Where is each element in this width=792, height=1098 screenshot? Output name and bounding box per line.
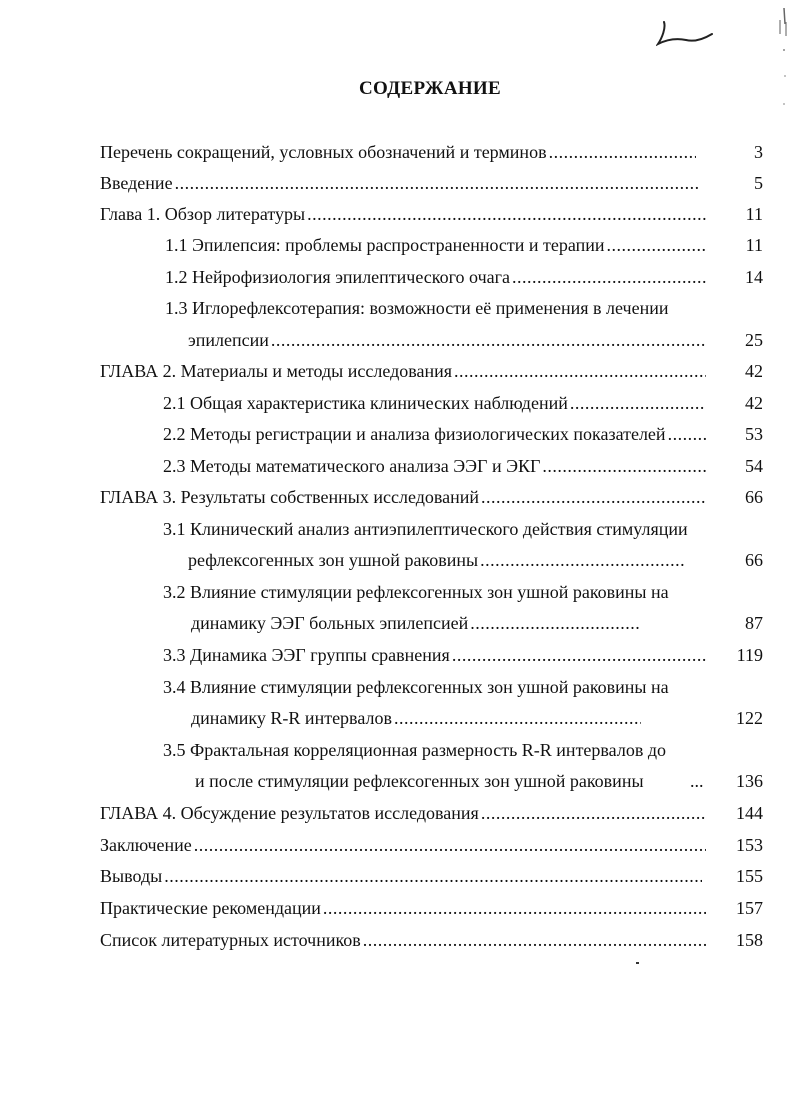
toc-page-number: 158 — [736, 930, 763, 950]
dot-leader — [480, 548, 686, 572]
toc-entry-text: 1.2 Нейрофизиология эпилептического очага — [165, 267, 510, 287]
toc-page-number: 42 — [745, 393, 763, 413]
toc-entry-recommendations[interactable] — [100, 896, 708, 920]
toc-entry-text: ГЛАВА 3. Результаты собственных исследований — [100, 487, 480, 507]
toc-entry-text: динамику R-R интервалов — [191, 708, 392, 728]
toc-entry-chapter-4[interactable] — [100, 801, 708, 825]
toc-entry-text: Заключение — [100, 835, 192, 855]
toc-entry-section-1-3[interactable] — [188, 328, 708, 352]
toc-entry-text: Выводы — [100, 866, 163, 886]
toc-page-number: 66 — [745, 550, 763, 570]
dot-leader — [512, 265, 706, 289]
toc-entry-section-1-3-line1[interactable]: 1.3 Иглорефлексотерапия: возможности её применения в лечении — [165, 298, 669, 318]
toc-entry-text: 3.3 Динамика ЭЭГ группы сравнения — [163, 645, 450, 665]
toc-entry-section-2-1[interactable] — [163, 391, 708, 415]
dot-leader — [549, 140, 696, 164]
toc-page-number: 119 — [736, 645, 763, 665]
toc-page-number: 11 — [745, 204, 763, 224]
toc-entry-text: ГЛАВА 2. Материалы и методы исследования — [100, 361, 453, 381]
toc-page-number: 87 — [745, 613, 763, 633]
toc-entry-text: эпилепсии — [188, 330, 269, 350]
dot-leader — [570, 391, 706, 415]
toc-page-number: 144 — [736, 803, 763, 823]
toc-entry-section-3-3[interactable] — [163, 643, 708, 667]
toc-page-number: 53 — [745, 424, 763, 444]
toc-entry-section-3-1-line1[interactable]: 3.1 Клинический анализ антиэпилептического действия стимуляции — [163, 519, 688, 539]
dot-leader — [470, 611, 641, 635]
toc-page-number: 136 — [736, 771, 763, 791]
toc-entry-introduction[interactable] — [100, 171, 700, 195]
dot-leader — [363, 928, 706, 952]
dot-leader — [164, 864, 702, 888]
toc-entry-section-3-5-line1[interactable]: 3.5 Фрактальная корреляционная размерность R-R интервалов до — [163, 740, 666, 760]
toc-entry-text: Глава 1. Обзор литературы — [100, 204, 306, 224]
dot-leader — [271, 328, 706, 352]
toc-page-number: 155 — [736, 866, 763, 886]
dot-leader — [394, 706, 641, 730]
toc-entry-section-3-2[interactable] — [191, 611, 643, 635]
toc-entry-text: Введение — [100, 173, 173, 193]
toc-entry-chapter-3[interactable] — [100, 485, 708, 509]
toc-page-number: 66 — [745, 487, 763, 507]
toc-entry-section-3-5[interactable]: и после стимуляции рефлексогенных зон ушной раковины — [195, 771, 644, 791]
toc-entry-text: Перечень сокращений, условных обозначений и терминов — [100, 142, 547, 162]
dot-leader — [323, 896, 706, 920]
scan-artifact — [636, 962, 639, 964]
toc-page-number: 54 — [745, 456, 763, 476]
toc-entry-text: ГЛАВА 4. Обсуждение результатов исследования — [100, 803, 479, 823]
toc-entry-section-3-1[interactable] — [188, 548, 688, 572]
toc-entry-text: рефлексогенных зон ушной раковины — [188, 550, 479, 570]
toc-entry-section-3-4[interactable] — [191, 706, 643, 730]
dot-leader — [452, 643, 706, 667]
toc-page-number: 5 — [754, 173, 763, 193]
toc-entry-section-1-2[interactable] — [165, 265, 708, 289]
toc-entry-section-1-1[interactable] — [165, 233, 708, 257]
toc-entry-text: 1.1 Эпилепсия: проблемы распространенности и терапии — [165, 235, 605, 255]
toc-entry-text: 2.1 Общая характеристика клинических наблюдений — [163, 393, 568, 413]
dot-leader — [454, 359, 706, 383]
dot-leader — [481, 485, 706, 509]
dot-leader — [307, 202, 706, 226]
toc-entry-section-3-4-line1[interactable]: 3.4 Влияние стимуляции рефлексогенных зон ушной раковины на — [163, 677, 669, 697]
toc-entry-conclusion[interactable] — [100, 833, 708, 857]
toc-page-number: 11 — [745, 235, 763, 255]
toc-entry-chapter-2[interactable] — [100, 359, 708, 383]
toc-page-number: 3 — [754, 142, 763, 162]
toc-entry-text: 2.2 Методы регистрации и анализа физиологических показателей — [163, 424, 666, 444]
toc-page-number: 42 — [745, 361, 763, 381]
toc-entry-text: Практические рекомендации — [100, 898, 321, 918]
toc-entry-section-2-3[interactable] — [163, 454, 708, 478]
dot-leader — [194, 833, 706, 857]
toc-entry-abbreviations[interactable] — [100, 140, 698, 164]
page-title: СОДЕРЖАНИЕ — [359, 78, 501, 99]
dot-leader — [668, 422, 706, 446]
toc-entry-references[interactable] — [100, 928, 708, 952]
dot-leader — [481, 801, 706, 825]
toc-entry-text: 2.3 Методы математического анализа ЭЭГ и ЭКГ — [163, 456, 541, 476]
toc-page-number: 122 — [736, 708, 763, 728]
toc-page-number: 153 — [736, 835, 763, 855]
toc-page-number: 25 — [745, 330, 763, 350]
toc-entry-text: Список литературных источников — [100, 930, 361, 950]
dot-leader: ... — [690, 771, 704, 791]
toc-entry-text: динамику ЭЭГ больных эпилепсией — [191, 613, 469, 633]
toc-entry-section-3-2-line1[interactable]: 3.2 Влияние стимуляции рефлексогенных зон ушной раковины на — [163, 582, 669, 602]
toc-entry-findings[interactable] — [100, 864, 704, 888]
toc-entry-chapter-1[interactable] — [100, 202, 708, 226]
toc-page-number: 157 — [736, 898, 763, 918]
dot-leader — [607, 233, 706, 257]
toc-page-number: 14 — [745, 267, 763, 287]
toc-entry-section-2-2[interactable] — [163, 422, 708, 446]
dot-leader — [542, 454, 706, 478]
dot-leader — [175, 171, 698, 195]
